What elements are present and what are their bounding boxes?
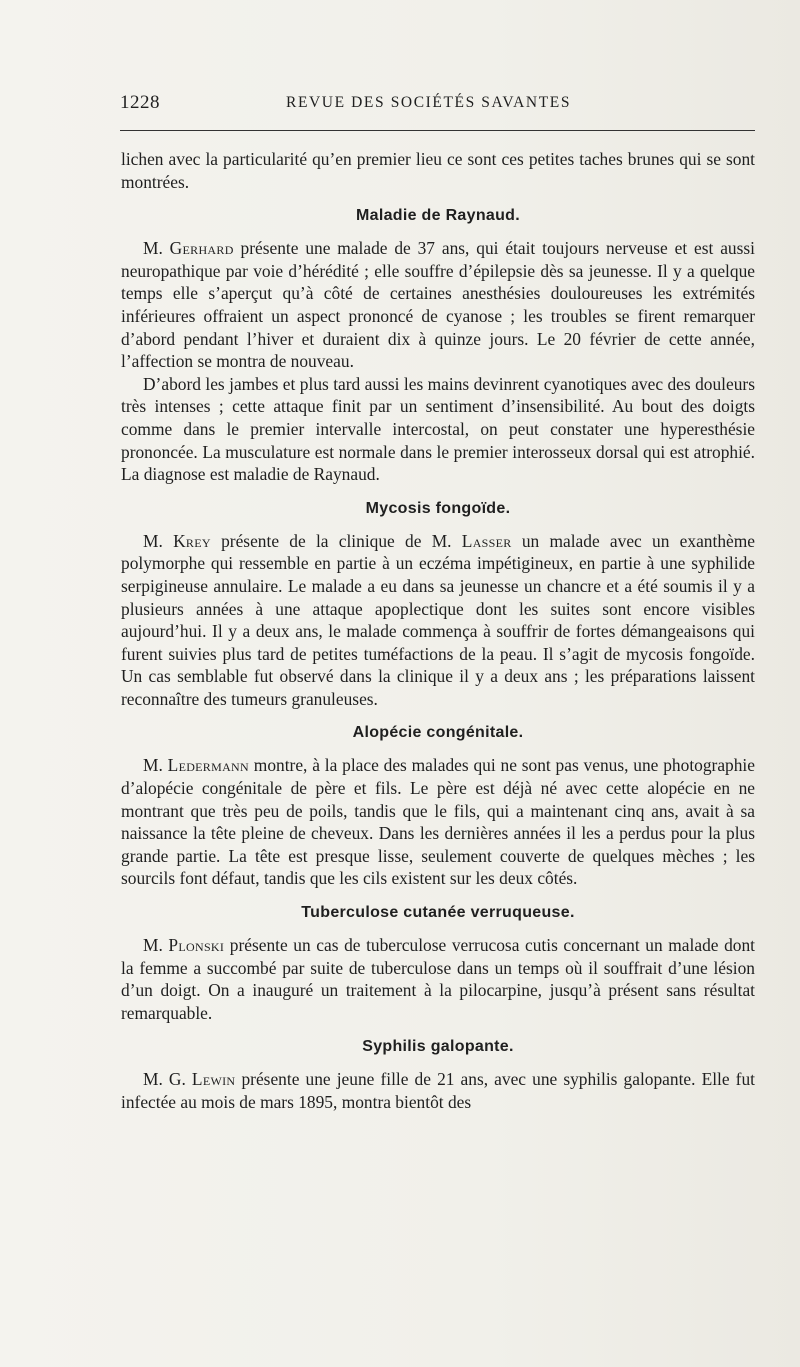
paragraph-syphilis-1 bbox=[121, 1068, 755, 1113]
section-heading-mycosis: Mycosis fongoïde. bbox=[365, 499, 511, 517]
running-head bbox=[120, 92, 755, 116]
author-name-ledermann: Ledermann bbox=[167, 755, 249, 776]
author-name-krey: Krey bbox=[173, 530, 211, 551]
article-body bbox=[121, 148, 755, 1114]
paragraph-alopecie-1 bbox=[121, 754, 755, 890]
author-name-gerhard: Gerhard bbox=[169, 238, 234, 259]
paragraph-raynaud-1 bbox=[121, 237, 755, 373]
paragraph-prefix: M. bbox=[143, 238, 170, 259]
page-number: 1228 bbox=[120, 92, 160, 113]
paragraph-prefix: M. G. bbox=[143, 1069, 192, 1090]
paragraph-prefix: M. bbox=[143, 755, 168, 776]
paragraph-mycosis-1 bbox=[121, 530, 755, 711]
paragraph-text: un malade avec un exanthème polymorphe qui ressemble en partie à un eczéma impétigineux, en partie à une syphilide serpigineuse annulaire. Le malade a eu dans sa jeunesse un chancre et a été soumis il y a plusieurs années à une attaque apoplectique dont les suites sont encore visibles aujourd’hui. Il y a deux ans, le malade commença à souffrir de fortes démangeaisons qui furent suivies plus tard de petites tuméfactions de la peau. Il s’agit de mycosis fongoïde. Un cas semblable fut observé dans la clinique il y a deux ans ; les préparations laissent reconnaître des tumeurs granuleuses. bbox=[121, 530, 755, 709]
section-heading-raynaud: Maladie de Raynaud. bbox=[356, 207, 520, 225]
author-name-plonski: Plonski bbox=[168, 935, 225, 956]
header-rule bbox=[120, 130, 755, 131]
paragraph-text: présente une malade de 37 ans, qui était toujours nerveuse et est aussi neuropathique par voie d’hérédité ; elle souffre d’épilepsie dès sa jeunesse. Il y a quelque temps elle s’aperçut qu’à côté de certaines anesthésies douloureuses les extrémités inférieures offraient un aspect prononcé de cyanose ; les troubles se firent remarquer d’abord pendant l’hiver et duraient dix à quinze jours. Le 20 février de cette année, l’affection se montra de nouveau. bbox=[121, 238, 755, 372]
intro-paragraph: lichen avec la particularité qu’en premier lieu ce sont ces petites taches brunes qui se sont montrées. bbox=[121, 149, 755, 192]
paragraph-tuberculose-1 bbox=[121, 934, 755, 1024]
author-name-lewin: Lewin bbox=[191, 1069, 236, 1090]
paragraph-text: montre, à la place des malades qui ne sont pas venus, une photographie d’alopécie congénitale de père et fils. Le père est déjà né avec cette alopécie en ne montrant que très peu de poils, tandis que le fils, qui a maintenant cinq ans, avait à sa naissance la tête pleine de cheveux. Dans les dernières années il les a perdus pour la plus grande partie. La tête est presque lisse, seulement couverte de quelques mèches ; les sourcils font défaut, tandis que les cils existent sur les deux côtés. bbox=[121, 755, 755, 889]
paragraph-prefix: M. bbox=[143, 935, 169, 956]
paragraph-middle-text: présente de la clinique de M. bbox=[210, 530, 462, 551]
paragraph-text: présente un cas de tuberculose verrucosa cutis concernant un malade dont la femme a succombé par suite de tuberculose dans un temps où il souffrait d’une lésion d’un doigt. On a inauguré un traitement à la pilocarpine, jusqu’à présent sans résultat remarquable. bbox=[121, 935, 755, 1023]
paragraph-text: présente une jeune fille de 21 ans, avec une syphilis galopante. Elle fut infectée au mois de mars 1895, montra bientôt des bbox=[121, 1069, 755, 1112]
section-heading-tuberculose: Tuberculose cutanée verruqueuse. bbox=[301, 904, 575, 922]
author-name-lasser: Lasser bbox=[461, 530, 512, 551]
journal-title: REVUE DES SOCIÉTÉS SAVANTES bbox=[286, 94, 572, 111]
section-heading-syphilis: Syphilis galopante. bbox=[362, 1038, 514, 1056]
paragraph-raynaud-2: D’abord les jambes et plus tard aussi les mains devinrent cyanotiques avec des douleurs très intenses ; cette attaque finit par un sentiment d’insensibilité. Au bout des doigts comme dans le premier intervalle intercostal, on peut constater une hyperesthésie prononcée. La musculature est normale dans le premier interosseux dorsal qui est atrophié. La diagnose est maladie de Raynaud. bbox=[121, 373, 755, 485]
section-heading-alopecie: Alopécie congénitale. bbox=[352, 724, 524, 742]
paragraph-prefix: M. bbox=[143, 530, 174, 551]
